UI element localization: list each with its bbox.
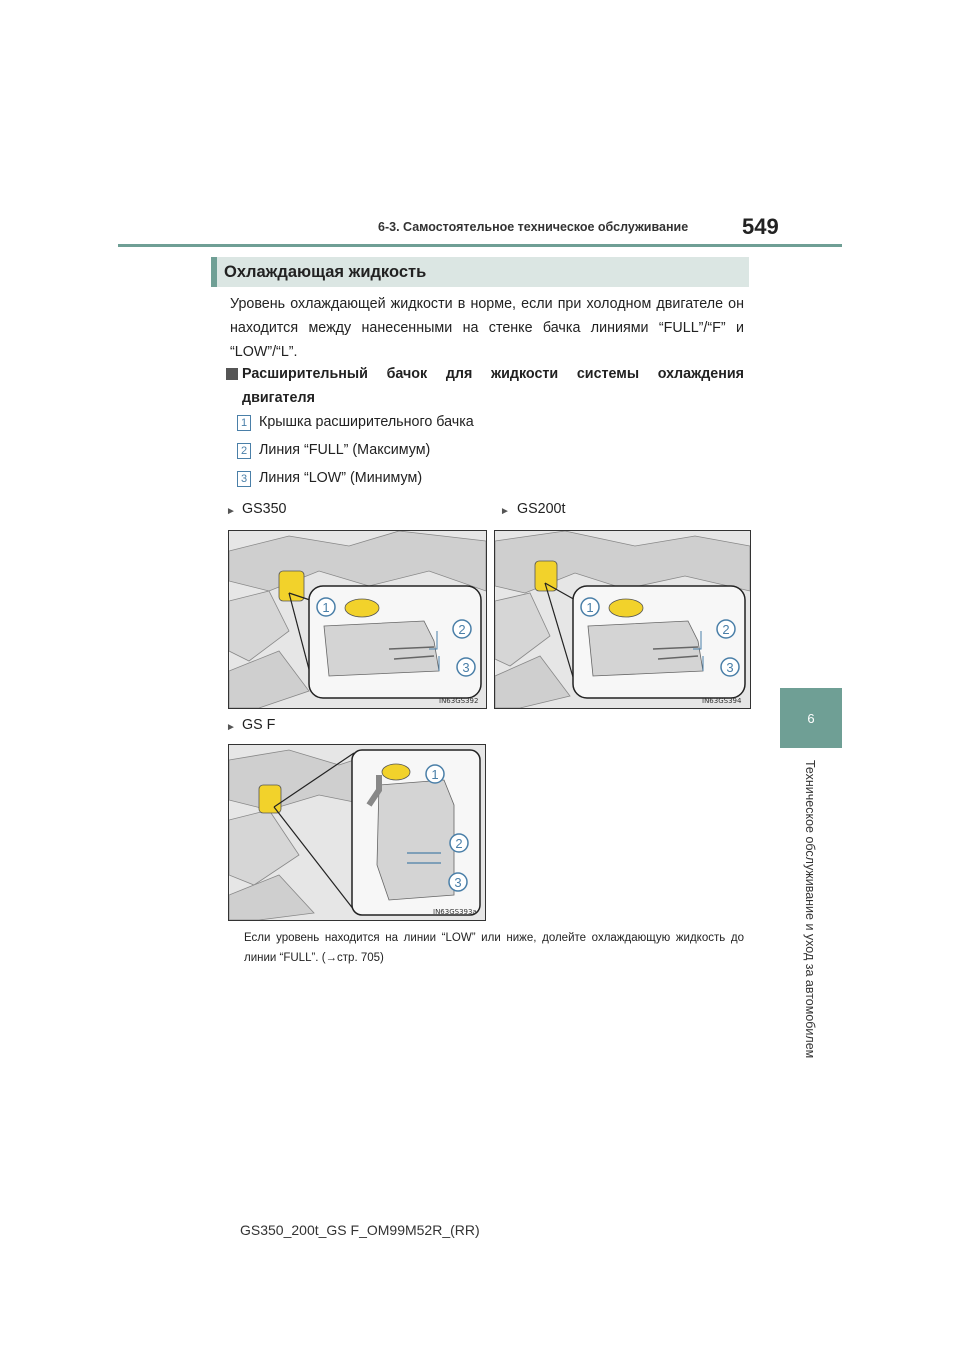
engine-illustration: [229, 745, 485, 920]
engine-illustration: [495, 531, 750, 708]
running-header: 6-3. Самостоятельное техническое обслуживание: [378, 220, 689, 234]
item-text-3: Линия “LOW” (Минимум): [259, 470, 423, 486]
header-rule: [118, 244, 842, 247]
callout-2: 2: [458, 622, 466, 637]
item-number-1: 1: [237, 415, 251, 431]
arrow-right-icon: ►: [226, 506, 236, 517]
page-number: 549: [742, 214, 779, 239]
figure-gsf: [228, 744, 486, 921]
chapter-number: 6: [807, 711, 815, 726]
model-label-gs200t: GS200t: [517, 501, 566, 517]
callout-1: 1: [431, 767, 439, 782]
figure-gs200t: [494, 530, 751, 709]
item-number-2: 2: [237, 443, 251, 459]
figure-code: IN63GS394: [702, 697, 742, 705]
callout-1: 1: [322, 600, 330, 615]
subheading: Расширительный бачок для жидкости системы охлаждения двигателя: [242, 366, 744, 406]
intro-paragraph: Уровень охлаждающей жидкости в норме, если при холодном двигателе он находится между нанесенными на стенке бачка линиями “FULL”/“F” и “LOW”/“L”.: [230, 296, 744, 360]
figure-code: IN63GS393a: [433, 908, 477, 916]
callout-3: 3: [462, 660, 470, 675]
figure-gs350: [228, 530, 487, 709]
model-label-gsf: GS F: [242, 717, 276, 733]
section-title: Охлаждающая жидкость: [224, 263, 427, 281]
footer-code: GS350_200t_GS F_OM99M52R_(RR): [240, 1222, 480, 1238]
item-text-1: Крышка расширительного бачка: [259, 414, 474, 430]
arrow-right-icon: ►: [500, 506, 510, 517]
model-label-gs350: GS350: [242, 501, 287, 517]
arrow-right-icon: ►: [226, 722, 236, 733]
chapter-title: Техническое обслуживание и уход за автомобилем: [803, 760, 817, 1059]
item-number-3: 3: [237, 471, 251, 487]
callout-3: 3: [454, 875, 462, 890]
square-bullet-icon: [226, 368, 238, 380]
callout-1: 1: [586, 600, 594, 615]
callout-2: 2: [455, 836, 463, 851]
callout-3: 3: [726, 660, 734, 675]
engine-illustration: [229, 531, 486, 708]
note-text: Если уровень находится на линии “LOW” или ниже, долейте охлаждающую жидкость до линии “FULL”. (→стр. 705): [244, 932, 744, 964]
item-text-2: Линия “FULL” (Максимум): [259, 442, 431, 458]
callout-2: 2: [722, 622, 730, 637]
figure-code: IN63GS392: [439, 697, 479, 705]
